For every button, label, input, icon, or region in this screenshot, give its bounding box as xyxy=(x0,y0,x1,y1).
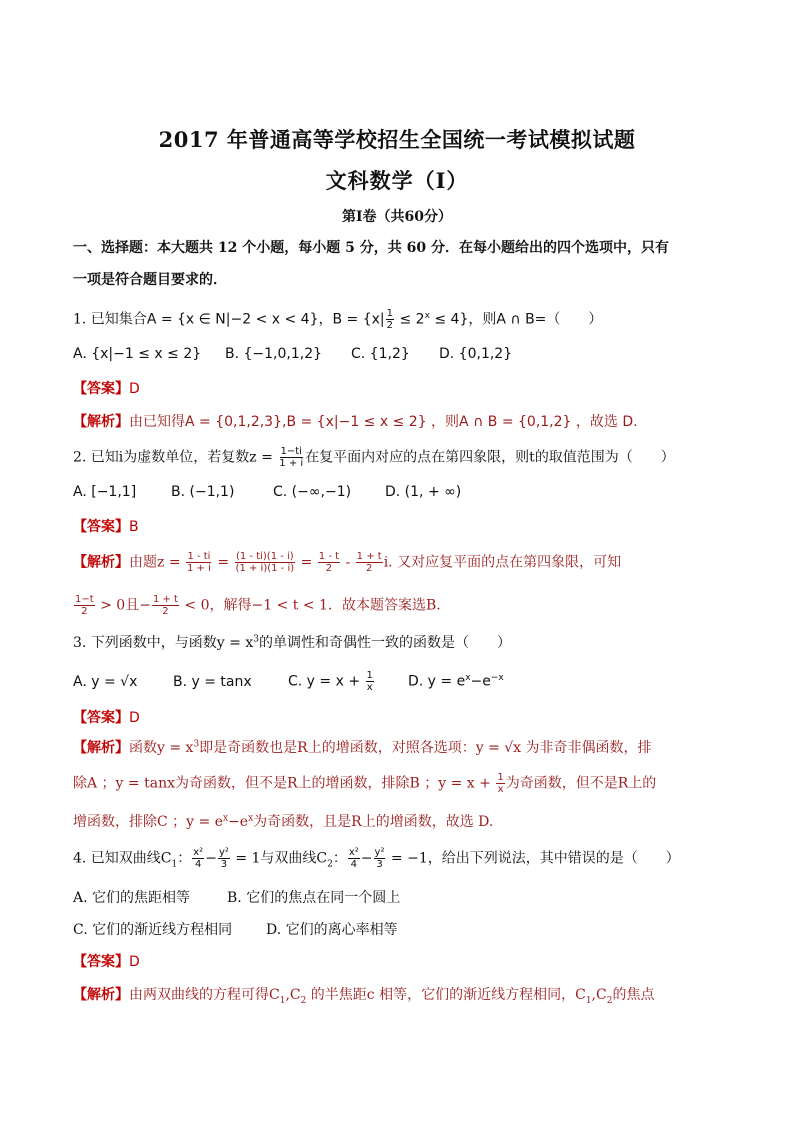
q4-options-row-1 xyxy=(73,887,400,907)
q4-option-a: A. 它们的焦距相等 xyxy=(73,890,191,906)
exam-title: 2017 年普通高等学校招生全国统一考试模拟试题 xyxy=(158,127,636,152)
instructions-line-1: 一、选择题：本大题共 12 个小题，每小题 5 分，共 60 分．在每小题给出的四个选项中，只有 xyxy=(73,240,669,256)
exam-subtitle: 文科数学（Ⅰ） xyxy=(325,168,469,193)
q2-option-a: A. [−1,1] xyxy=(73,484,137,500)
q3-answer: 【答案】D xyxy=(73,710,140,726)
q3-stem: 3. 下列函数中，与函数$y = x^3$的单调性和奇偶性一致的函数是（ ） xyxy=(73,634,511,651)
q1-fraction: $\frac{1}{2}$ xyxy=(386,308,394,331)
q2-answer: 【答案】B xyxy=(73,519,139,535)
q2-option-d: D. (1, + ∞) xyxy=(385,484,462,500)
q3-options xyxy=(73,670,504,693)
q3-option-b: B. y = tanx xyxy=(173,673,252,690)
q4-stem: 4. 已知双曲线$C_1$： $\frac{\text{x²}}{4}$ − $\frac{\text{y²}}{3}$ = 1与双曲线$C_2$： $\frac{\text{x²}}{4}$ − $\frac{\text{y²}}{3}$ = −1，给出下列说法，其中错误的是（ ） xyxy=(73,847,680,870)
q3-option-a: A. y = √x xyxy=(73,673,138,690)
q1-option-d: D. {0,1,2} xyxy=(439,346,513,362)
q2-option-b: B. (−1,1) xyxy=(171,484,235,500)
q2-analysis-line-1: 【解析】由题z = $\frac{1 - ti}{1 + i}$ = $\frac{(1 - ti)(1 - i)}{(1 + i)(1 - i)}$ = $\frac{1 - t}{2}$ - $\frac{1 + t}{2}$ i. 又对应复平面的点在第四象限，可知 xyxy=(73,551,622,574)
q3-analysis-line-3: 增函数，排除C ；$y = e^x-e^x$为奇函数，且是R上的增函数，故选 D. xyxy=(73,813,494,830)
section-heading: 第Ⅰ卷（共60分） xyxy=(341,209,453,225)
q1-stem: 1. 已知集合A = {x ∈ N|−2 < x < 4}，B = {x| $\frac{1}{2}$ ≤ $2^x \le 4$}，则A ∩ B=（ ） xyxy=(73,308,603,331)
q3-analysis-line-1: 【解析】函数$y = x^3$即是奇函数也是R上的增函数，对照各选项：y = √x 为非奇非偶函数，排 xyxy=(73,739,652,756)
q2-stem: 2. 已知i为虚数单位，若复数z = $\frac{1-ti}{1 + i}$ 在复平面内对应的点在第四象限，则t的取值范围为（ ） xyxy=(73,446,675,469)
q4-option-d: D. 它们的离心率相等 xyxy=(266,922,398,938)
q3-option-d: D. $y = e^x-e^{-x}$ xyxy=(408,672,504,690)
q4-option-b: B. 它们的焦点在同一个圆上 xyxy=(227,890,401,906)
q4-answer: 【答案】D xyxy=(73,954,140,970)
q2-analysis-line-2: $\frac{1-t}{2}$ > 0且− $\frac{1 + t}{2}$ < 0，解得−1 < t < 1．故本题答案选B. xyxy=(75,594,441,617)
q1-option-c: C. {1,2} xyxy=(351,346,410,362)
q4-options-row-2 xyxy=(73,919,398,939)
q1-option-a: A. {x|−1 ≤ x ≤ 2} xyxy=(73,346,202,362)
q1-analysis: 【解析】由已知得A = {0,1,2,3},B = {x|−1 ≤ x ≤ 2} ，则A ∩ B = {0,1,2} ，故选 D. xyxy=(73,414,638,430)
q1-options xyxy=(73,346,512,362)
instructions-line-2: 一项是符合题目要求的． xyxy=(73,272,227,288)
q3-option-c: C. y = x + $\frac{1}{x}$ xyxy=(288,670,373,693)
q4-analysis-line-1: 【解析】由两双曲线的方程可得$C_1,C_2$ 的半焦距c 相等，它们的渐近线方程相同，$C_1,C_2$的焦点 xyxy=(73,987,655,1006)
q1-option-b: B. {−1,0,1,2} xyxy=(225,346,323,362)
q2-option-c: C. (−∞,−1) xyxy=(273,484,352,500)
q4-option-c: C. 它们的渐近线方程相同 xyxy=(73,922,233,938)
q3-analysis-line-2: 除A ；y = tanx为奇函数，但不是R上的增函数，排除B ；y = x + $\frac{1}{x}$ 为奇函数，但不是R上的 xyxy=(73,772,657,795)
q1-answer: 【答案】D xyxy=(73,381,140,397)
q2-options xyxy=(73,484,461,500)
